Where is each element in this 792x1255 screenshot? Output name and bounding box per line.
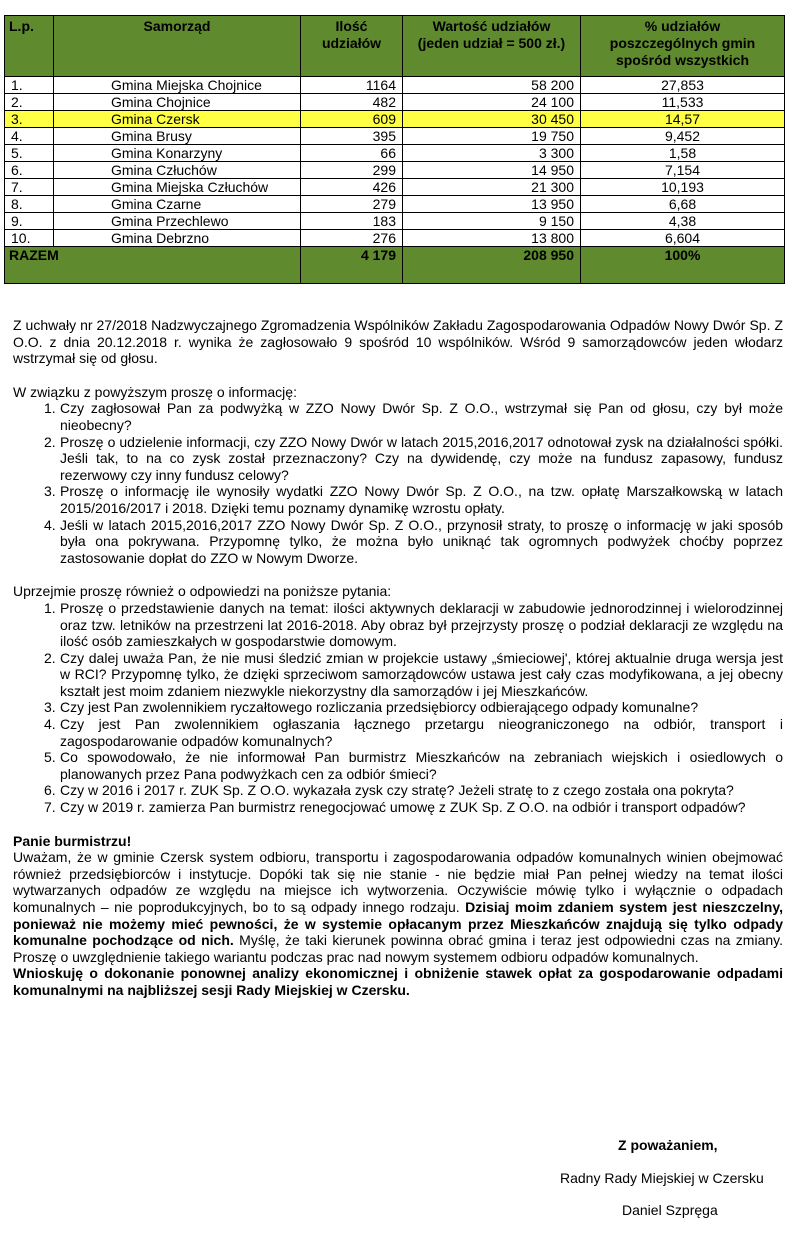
row-count: 395 [301,128,403,145]
row-value: 14 950 [403,162,581,179]
row-pct: 4,38 [581,213,785,230]
table-row [5,213,785,230]
row-name: Gmina Brusy [54,128,301,145]
list-item-text: Czy jest Pan zwolennikiem ryczałtowego rozliczania przedsiębiorcy odbierającego odpady komunalne? [60,699,699,716]
row-count: 279 [301,196,403,213]
list-item-number: 1. [44,599,56,616]
row-lp: 6. [5,162,54,179]
row-pct: 10,193 [581,179,785,196]
table-row [5,196,785,213]
row-name: Gmina Chojnice [54,94,301,111]
list-item-text: Jeśli w latach 2015,2016,2017 ZZO Nowy Dwór Sp. Z O.O., przynosił straty, to proszę o informację w jaki sposób była ona pokrywana. Przypomnę tylko, że można było uniknąć tak ogromnych podwyżek choćby poprzez zastosowanie dopłat do ZZO w Nowym Dworze. [60,516,783,566]
signature-role: Radny Rady Miejskiej w Czersku [560,1170,764,1186]
header-procent-line: spośród wszystkich [615,52,750,68]
intro-paragraph: Z uchwały nr 27/2018 Nadzwyczajnego Zgromadzenia Wspólników Zakładu Zagospodarowania Odpadów Nowy Dwór Sp. Z O.O. z dnia 20.12.2018 r. wynika że zagłosowało 9 spośród 10 wspólników. Wśród 9 samorządowców jeden włodarz wstrzymał się od głosu. [13,317,783,367]
list-item [13,483,783,516]
list-item-text: Czy w 2019 r. zamierza Pan burmistrz renegocjować umowę z ZUK Sp. Z O.O. na odbiór i transport odpadów? [60,799,746,816]
section2-list [13,600,783,816]
row-lp: 2. [5,94,54,111]
row-pct: 11,533 [581,94,785,111]
row-lp: 5. [5,145,54,162]
header-wartosc-line: (jeden udział = 500 zł.) [417,35,566,51]
row-lp: 3. [5,111,54,128]
list-item-number: 6. [44,782,56,799]
table-row [5,162,785,179]
list-item [13,699,783,716]
row-lp: 9. [5,213,54,230]
closing-paragraph [13,849,783,965]
row-count: 426 [301,179,403,196]
row-name: Gmina Przechlewo [54,213,301,230]
table-row [5,145,785,162]
list-item-number: 2. [44,649,56,666]
row-name: Gmina Konarzyny [54,145,301,162]
row-count: 276 [301,230,403,247]
row-pct: 7,154 [581,162,785,179]
section2-lead: Uprzejmie proszę również o odpowiedzi na poniższe pytania: [13,583,392,600]
row-lp: 7. [5,179,54,196]
list-item [13,600,783,650]
row-count: 66 [301,145,403,162]
total-label: RAZEM [5,247,301,284]
row-lp: 8. [5,196,54,213]
list-item-number: 1. [44,400,56,417]
total-pct: 100% [581,247,785,284]
signature-name: Daniel Szpręga [622,1202,718,1218]
header-ilosc-line: udziałów [321,35,382,51]
row-value: 19 750 [403,128,581,145]
header-ilosc-line: Ilość [335,18,368,34]
list-item [13,782,783,799]
list-item [13,517,783,567]
table-total-row [5,247,785,284]
row-pct: 14,57 [581,111,785,128]
row-count: 482 [301,94,403,111]
row-lp: 4. [5,128,54,145]
closing-tail-text: Myślę, że taki kierunek powinna obrać gmina i teraz jest odpowiedni czas na zmiany. Proszę o uwzględnienie takiego wariantu podczas prac nad nowym systemem odbioru odpadów komunalnych. [13,932,784,965]
row-lp: 10. [5,230,54,247]
shares-table [4,15,785,284]
header-procent-line: poszczególnych gmin [609,35,756,51]
header-procent-line: % udziałów [644,18,721,34]
row-value: 9 150 [403,213,581,230]
list-item-number: 5. [44,749,56,766]
row-pct: 6,604 [581,230,785,247]
total-count: 4 179 [301,247,403,284]
list-item-number: 4. [44,516,56,533]
list-item-text: Czy w 2016 i 2017 r. ZUK Sp. Z O.O. wykazała zysk czy stratę? Jeżeli stratę to z czego została ona pokryta? [60,782,734,799]
header-wartosc [403,16,581,77]
signature-regards: Z poważaniem, [618,1137,718,1153]
row-pct: 9,452 [581,128,785,145]
row-pct: 1,58 [581,145,785,162]
list-item [13,749,783,782]
section1-lead: W związku z powyższym proszę o informację: [13,383,297,400]
header-procent [581,16,785,77]
list-item [13,650,783,700]
row-name: Gmina Człuchów [54,162,301,179]
row-count: 1164 [301,77,403,94]
table-row [5,77,785,94]
row-pct: 6,68 [581,196,785,213]
list-item [13,434,783,484]
list-item-number: 2. [44,433,56,450]
row-count: 299 [301,162,403,179]
row-value: 3 300 [403,145,581,162]
row-value: 21 300 [403,179,581,196]
row-count: 609 [301,111,403,128]
row-name: Gmina Miejska Człuchów [54,179,301,196]
row-value: 30 450 [403,111,581,128]
list-item-number: 7. [44,799,56,816]
table-row [5,179,785,196]
list-item-text: Proszę o przedstawienie danych na temat: ilości aktywnych deklaracji w zabudowie jednorodzinnej i wielorodzinnej oraz tzw. letników na przestrzeni lat 2016-2018. Aby obraz był przejrzysty proszę o podział deklaracji ze względu na ilość osób zamieszkałych w gospodarstwie domowym. [60,599,783,650]
salutation: Panie burmistrzu! [13,832,132,849]
list-item-text: Proszę o udzielenie informacji, czy ZZO Nowy Dwór w latach 2015,2016,2017 odnotował zysk na działalności spółki. Jeśli tak, to na co zysk został przeznaczony? Czy na dywidendę, czy może na fundusz zapasowy, fundusz rezerwowy czy inny fundusz celowy? [60,433,783,483]
row-value: 13 950 [403,196,581,213]
row-value: 24 100 [403,94,581,111]
row-pct: 27,853 [581,77,785,94]
closing-text: Uważam, że w gminie Czersk system odbioru, transportu i zagospodarowania odpadów komunalnych winien obejmować również przedsiębiorców i instytucje. Dopóki tak się nie stanie - nie będzie miał Pan pełnej wiedzy na temat ilości wytwarzanych odpadów ze względu na miejsce ich wytworzenia. Oczywiście mówię tylko i wyłącznie o odpadach komunalnych – nie poprodukcyjnych, bo to są odpady innego rodzaju. [13,849,783,915]
header-ilosc [301,16,403,77]
list-item-text: Proszę o informację ile wynosiły wydatki ZZO Nowy Dwór Sp. Z O.O., na tzw. opłatę Marszałkowską w latach 2015/2016/2017 i 2018. Dzięki temu poznamy dynamikę wzrostu opłaty. [60,483,783,516]
list-item [13,799,783,816]
row-name: Gmina Debrzno [54,230,301,247]
list-item-text: Co spowodowało, że nie informował Pan burmistrz Mieszkańców na zebraniach wiejskich i osiedlowych o planowanych przez Pana podwyżkach cen za odbiór śmieci? [60,749,783,782]
row-name: Gmina Czersk [54,111,301,128]
section1-list [13,400,783,566]
row-lp: 1. [5,77,54,94]
header-samorzad: Samorząd [54,16,301,77]
list-item-number: 3. [44,483,56,500]
table-body [5,77,785,247]
row-count: 183 [301,213,403,230]
row-value: 13 800 [403,230,581,247]
table-header-row [5,16,785,77]
header-wartosc-line: Wartość udziałów [432,18,551,34]
list-item-text: Czy jest Pan zwolennikiem ogłaszania łącznego przetargu nieograniczonego na odbiór, transport i zagospodarowanie odpadów komunalnych? [60,716,783,749]
closing-bold-text: Dzisiaj moim zdaniem system jest nieszczelny, ponieważ nie możemy mieć pewności, że w systemie opłacanym przez Mieszkańców znajdują się tylko odpady komunalne pochodzące od nich. [13,899,783,949]
table-row [5,111,785,128]
list-item-text: Czy zagłosował Pan za podwyżką w ZZO Nowy Dwór Sp. Z O.O., wstrzymał się Pan od głosu, czy był może nieobecny? [60,400,783,433]
table-row [5,128,785,145]
list-item-text: Czy dalej uważa Pan, że nie musi śledzić zmian w projekcie ustawy „śmieciowej', której aktualnie druga wersja jest w RCI? Przypomnę tylko, że dzięki sprzeciwom samorządowców ustawa jest cały czas modyfikowana, a jej obecny kształt jest moim zdaniem niezwykle niekorzystny dla samorządów i jej Mieszkańców. [60,649,783,699]
list-item-number: 3. [44,699,56,716]
row-name: Gmina Miejska Chojnice [54,77,301,94]
row-value: 58 200 [403,77,581,94]
conclusion-paragraph: Wnioskuję o dokonanie ponownej analizy ekonomicznej i obniżenie stawek opłat za gospodarowanie odpadami komunalnymi na najbliższej sesji Rady Miejskiej w Czersku. [13,965,783,998]
row-name: Gmina Czarne [54,196,301,213]
table-row [5,230,785,247]
list-item [13,400,783,433]
letter-body [13,317,783,999]
list-item [13,716,783,749]
list-item-number: 4. [44,716,56,733]
header-lp: L.p. [5,16,54,77]
table-row [5,94,785,111]
total-value: 208 950 [403,247,581,284]
